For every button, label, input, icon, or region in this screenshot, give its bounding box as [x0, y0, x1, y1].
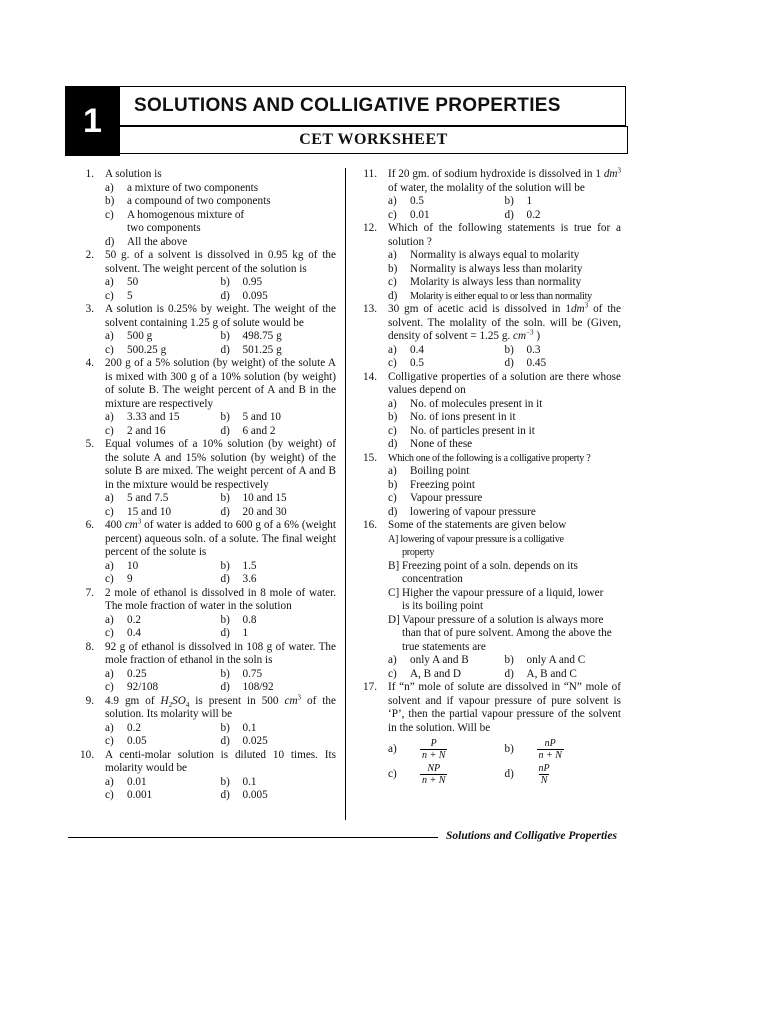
- option[interactable]: a) 0.2: [105, 721, 141, 734]
- question-number: 5.: [85, 438, 94, 450]
- question-6: [72, 519, 336, 587]
- option[interactable]: b) 0.1: [220, 775, 257, 788]
- option[interactable]: b) 1: [504, 195, 533, 207]
- question-15: [355, 452, 621, 520]
- question-number: 2.: [85, 249, 94, 261]
- question-text: A centi-molar solution is diluted 10 times. Its molarity would be: [105, 748, 336, 774]
- option[interactable]: c) 500.25 g: [105, 343, 167, 356]
- question-text: 50 g. of a solvent is dissolved in 0.95 kg of the solvent. The weight percent of the solution is: [105, 249, 336, 275]
- option[interactable]: d) $\frac{nP}{N}$: [504, 763, 550, 786]
- option[interactable]: b) 0.95: [220, 276, 263, 288]
- option[interactable]: a) No. of molecules present in it: [388, 397, 543, 410]
- option[interactable]: b) 0.75: [220, 667, 263, 680]
- option[interactable]: b) 0.8: [220, 613, 257, 626]
- question-number: 3.: [85, 303, 94, 315]
- question-text: 92 g of ethanol is dissolved in 108 g of water. The mole fraction of ethanol in the soln is: [105, 640, 336, 666]
- question-number: 4.: [85, 357, 94, 369]
- question-4: [72, 357, 336, 438]
- statement-d: D] Vapour pressure of a solution is always more than that of pure solvent. Among the above the true statements are: [388, 613, 612, 653]
- option[interactable]: c) 9: [105, 573, 133, 585]
- option[interactable]: d) 20 and 30: [220, 505, 287, 518]
- footer-rule: [68, 837, 438, 838]
- option[interactable]: a) Boiling point: [388, 465, 470, 477]
- option[interactable]: d) 108/92: [220, 681, 274, 693]
- option[interactable]: b) Freezing point: [388, 478, 475, 491]
- question-9: [72, 692, 336, 749]
- statement-c: C] Higher the vapour pressure of a liquid, lower is its boiling point: [388, 586, 604, 612]
- option[interactable]: a) 50: [105, 276, 139, 288]
- option[interactable]: d) All the above: [105, 235, 188, 248]
- option[interactable]: d) 0.025: [220, 735, 268, 747]
- option[interactable]: c) 2 and 16: [105, 424, 166, 437]
- option[interactable]: d) 6 and 2: [220, 424, 276, 437]
- option[interactable]: a) 500 g: [105, 330, 153, 342]
- question-11: [355, 168, 621, 222]
- question-10: [72, 749, 336, 803]
- question-5: [72, 438, 336, 519]
- question-number: 11.: [363, 168, 377, 180]
- question-text: Which one of the following is a colligative property ?: [388, 452, 591, 464]
- option[interactable]: a) 0.4: [388, 343, 424, 356]
- option[interactable]: d) 0.095: [220, 289, 268, 302]
- option[interactable]: a) 0.5: [388, 195, 424, 207]
- option[interactable]: b) 0.1: [220, 721, 257, 734]
- fraction: $\frac{NP}{n + N}$: [422, 763, 446, 786]
- option[interactable]: d) 1: [220, 627, 249, 639]
- option[interactable]: c) Molarity is always less than normality: [388, 276, 582, 288]
- option[interactable]: c) 15 and 10: [105, 505, 172, 518]
- question-13: [355, 303, 621, 371]
- option[interactable]: d) 0.2: [504, 208, 541, 221]
- option[interactable]: c) 0.05: [105, 735, 147, 747]
- fraction: $\frac{P}{n + N}$: [422, 738, 446, 761]
- option[interactable]: a) a mixture of two components: [105, 181, 259, 194]
- option[interactable]: b) a compound of two components: [105, 195, 271, 207]
- question-16: [355, 519, 621, 681]
- option[interactable]: a) 5 and 7.5: [105, 492, 169, 504]
- option[interactable]: b) 1.5: [220, 559, 257, 572]
- question-17: [355, 681, 621, 786]
- option[interactable]: c) 0.001: [105, 789, 153, 801]
- question-number: 10.: [80, 748, 94, 761]
- option[interactable]: a) 0.25: [105, 667, 147, 680]
- question-text: Which of the following statements is true for a solution ?: [388, 222, 621, 248]
- question-number: 9.: [85, 694, 94, 707]
- option[interactable]: a) 0.2: [105, 613, 141, 626]
- question-text: 400 $cm^3$ of water is added to 600 g of a 6% (weight percent) aqueous soln. of a solute. The final weight percent of the solute is: [105, 517, 336, 558]
- option[interactable]: d) 3.6: [220, 573, 257, 585]
- question-number: 8.: [85, 640, 94, 653]
- option[interactable]: a) 0.01: [105, 775, 147, 788]
- option[interactable]: d) 0.45: [504, 357, 547, 369]
- option[interactable]: d) A, B and C: [504, 667, 577, 680]
- option[interactable]: b) 0.3: [504, 343, 541, 356]
- question-14: [355, 371, 621, 452]
- option[interactable]: b) $\frac{nP}{n + N}$: [504, 738, 562, 761]
- question-8: [72, 641, 336, 695]
- option[interactable]: a) 3.33 and 15: [105, 411, 180, 423]
- question-number: 7.: [85, 586, 94, 599]
- option[interactable]: b) 498.75 g: [220, 330, 282, 342]
- option[interactable]: b) Normality is always less than molarity: [388, 262, 583, 275]
- question-number: 1.: [85, 168, 94, 180]
- option[interactable]: d) Molarity is either equal to or less than normality: [388, 289, 592, 302]
- fraction: $\frac{nP}{N}$: [538, 763, 550, 786]
- question-text: 2 mole of ethanol is dissolved in 8 mole of water. The mole fraction of water in the solution: [105, 586, 336, 612]
- option[interactable]: b) 10 and 15: [220, 492, 287, 504]
- question-text: Equal volumes of a 10% solution (by weight) of the solute A and 15% solution (by weight) of the solute B are mixed. The weight percent of A and B in the mixture would be respectively: [105, 438, 336, 491]
- left-column: [72, 168, 336, 803]
- question-number: 12.: [363, 222, 377, 234]
- question-number: 14.: [363, 370, 377, 383]
- statement-a: A] lowering of vapour pressure is a colligative property: [388, 533, 564, 558]
- question-number: 6.: [85, 519, 94, 531]
- option[interactable]: d) 0.005: [220, 789, 268, 801]
- option[interactable]: c) A, B and D: [388, 667, 461, 680]
- option[interactable]: a) only A and B: [388, 654, 469, 666]
- question-number: 17.: [363, 681, 377, 693]
- statement-b: B] Freezing point of a soln. depends on its concentration: [388, 559, 578, 585]
- page-subtitle: CET WORKSHEET: [120, 126, 628, 154]
- option[interactable]: c) No. of particles present in it: [388, 424, 535, 437]
- right-column: [355, 168, 621, 786]
- option[interactable]: c) 0.5: [388, 357, 424, 369]
- option[interactable]: a) $\frac{P}{n + N}$: [388, 738, 446, 761]
- question-12: [355, 222, 621, 303]
- question-text: Colligative properties of a solution are there whose values depend on: [388, 370, 621, 396]
- question-7: [72, 587, 336, 641]
- question-text: Some of the statements are given below: [388, 519, 567, 531]
- option[interactable]: c) $\frac{NP}{n + N}$: [388, 763, 446, 786]
- question-number: 15.: [363, 451, 377, 464]
- option[interactable]: b) 5 and 10: [220, 411, 282, 423]
- option[interactable]: c) 0.01: [388, 208, 430, 221]
- option[interactable]: d) None of these: [388, 438, 473, 450]
- chapter-number-box: 1: [65, 86, 120, 156]
- question-2: [72, 249, 336, 303]
- option[interactable]: c) 0.4: [105, 627, 141, 639]
- question-number: 16.: [363, 519, 377, 531]
- fraction: $\frac{nP}{n + N}$: [538, 738, 562, 761]
- option[interactable]: c) 92/108: [105, 681, 159, 693]
- question-text: 30 gm of acetic acid is dissolved in $1dm^3$ of the solvent. The molality of the soln. will be (Given, density of solvent = 1.25 g. $cm^{-3}$ ): [388, 301, 621, 342]
- question-text: A solution is: [105, 168, 162, 180]
- question-text: 4.9 gm of $H_2SO_4$ is present in 500 $cm^3$ of the solution. Its molarity will be: [105, 692, 336, 720]
- option[interactable]: c) 5: [105, 289, 133, 302]
- question-text: A solution is 0.25% by weight. The weight of the solvent containing 1.25 g of solute would be: [105, 303, 336, 329]
- option[interactable]: d) lowering of vapour pressure: [388, 505, 536, 518]
- option[interactable]: c) A homogenous mixture of two components: [105, 208, 245, 234]
- question-3: [72, 303, 336, 357]
- option[interactable]: c) Vapour pressure: [388, 492, 483, 504]
- page-title: SOLUTIONS AND COLLIGATIVE PROPERTIES: [120, 86, 626, 126]
- question-number: 13.: [363, 303, 377, 315]
- column-divider: [345, 168, 346, 820]
- footer-title: Solutions and Colligative Properties: [446, 830, 617, 842]
- question-text: If “n” mole of solute are dissolved in “N” mole of solvent and if vapour pressure of pure solvent is ‘P’, then the partial vapour pressure of the solvent in the solution. Will be: [388, 681, 621, 734]
- question-text: If 20 gm. of sodium hydroxide is dissolved in 1 $dm^3$ of water, the molality of the solution will be: [388, 166, 621, 194]
- option[interactable]: d) 501.25 g: [220, 343, 282, 356]
- option[interactable]: b) only A and C: [504, 654, 586, 666]
- option[interactable]: a) Normality is always equal to molarity: [388, 249, 580, 261]
- option[interactable]: b) No. of ions present in it: [388, 411, 516, 423]
- question-1: [72, 168, 336, 249]
- option[interactable]: a) 10: [105, 559, 139, 572]
- question-text: 200 g of a 5% solution (by weight) of the solute A is mixed with 300 g of a 10% solution (by weight) of solute B. The weight percent of A and B in the mixture are respectively: [105, 357, 336, 410]
